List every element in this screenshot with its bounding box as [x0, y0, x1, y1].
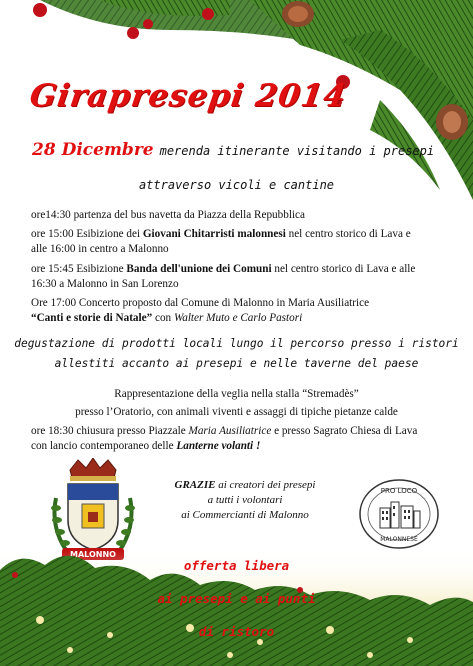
- program-text: alle 16:00 in centro a Malonno: [31, 242, 169, 255]
- thanks-heading: GRAZIE: [174, 479, 216, 491]
- program-highlight: Giovani Chitarristi malonnesi: [142, 228, 286, 240]
- closing-text: ore 18:30 chiusura presso Piazzale: [31, 425, 189, 437]
- offer-line-1: offerta libera: [183, 558, 290, 573]
- date-description: merenda itinerante visitando i presepi: [159, 144, 435, 158]
- closing-text: e presso Sagrato Chiesa di Lava: [271, 425, 418, 437]
- stamp-bottom-label: MALONNESE: [380, 536, 418, 543]
- program-highlight: Banda dell'unione dei Comuni: [126, 263, 272, 275]
- lanterns-highlight: Lanterne volanti !: [176, 439, 261, 452]
- program-item-1: ore14:30 partenza del bus navetta da Piazza della Repubblica: [31, 209, 305, 221]
- tasting-line-2: allestiti accanto ai presepi e nelle taverne del paese: [54, 357, 419, 370]
- program-text: 16:30 a Malonno in San Lorenzo: [31, 277, 179, 290]
- thanks-text: ai creatori dei presepi: [215, 479, 316, 491]
- program-text: ore 15:00 Esibizione dei: [31, 228, 143, 240]
- program-item-4: [31, 296, 451, 325]
- veglia-line-1: Rappresentazione della veglia nella stalla “Stremadès”: [114, 388, 359, 400]
- closing-info: [31, 424, 451, 453]
- thanks-text: ai Commercianti di Malonno: [181, 509, 309, 521]
- veglia-line-2: presso l’Oratorio, con animali viventi e assaggi di tipiche pietanze calde: [75, 406, 398, 418]
- program-text: con: [152, 311, 174, 324]
- program-text: ore 15:45 Esibizione: [31, 263, 127, 275]
- program-item-3: [31, 262, 451, 291]
- closing-place: Maria Ausiliatrice: [188, 425, 272, 437]
- event-date: 28 Dicembre: [32, 140, 154, 160]
- stamp-top-label: PRO LOCO: [380, 487, 418, 495]
- closing-text: con lancio contemporaneo delle: [31, 439, 177, 452]
- program-text: nel centro storico di Lava e alle: [271, 263, 416, 275]
- offer-line-3: di ristoro: [198, 624, 275, 639]
- pine-branches-top-decoration: [0, 0, 473, 230]
- offer-line-2: ai presepi e ai punti: [157, 591, 316, 606]
- thanks-block: [150, 478, 340, 523]
- program-text: Ore 17:00 Concerto proposto dal Comune di Malonno in Maria Ausiliatrice: [31, 297, 370, 309]
- program-item-2: [31, 227, 451, 256]
- program-highlight: “Canti e storie di Natale”: [31, 311, 153, 324]
- tasting-line-1: degustazione di prodotti locali lungo il percorso presso i ristori: [14, 337, 459, 350]
- subtitle-line: attraverso vicoli e cantine: [138, 178, 335, 192]
- event-title: Girapresepi 2014: [27, 78, 349, 114]
- program-text: nel centro storico di Lava e: [285, 228, 411, 240]
- thanks-text: a tutti i volontari: [207, 494, 283, 506]
- program-performers: Walter Muto e Carlo Pastori: [173, 311, 303, 324]
- date-line: [32, 140, 434, 160]
